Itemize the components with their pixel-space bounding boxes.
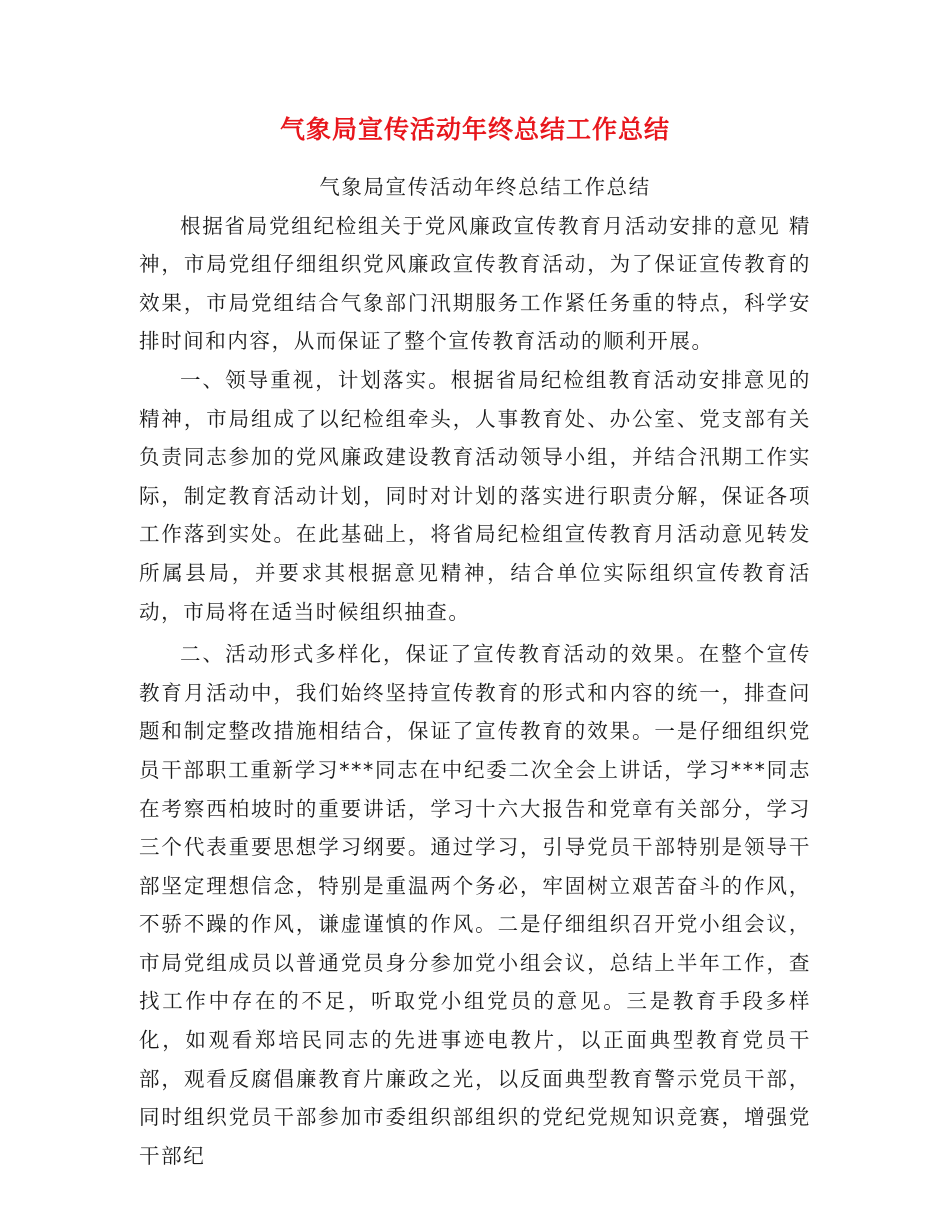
paragraph-intro: 根据省局党组纪检组关于党风廉政宣传教育月活动安排的意见 精神，市局党组仔细组织党风廉政宣传教育活动，为了保证宣传教育的效果，市局党组结合气象部门汛期服务工作紧任务重的特点，科学安排时间和内容，从而保证了整个宣传教育活动的顺利开展。 [139,213,811,354]
paragraph-section-one: 一、领导重视，计划落实。根据省局纪检组教育活动安排意见的精神，市局组成了以纪检组牵头，人事教育处、办公室、党支部有关负责同志参加的党风廉政建设教育活动领导小组，并结合汛期工作实际，制定教育活动计划，同时对计划的落实进行职责分解，保证各项工作落到实处。在此基础上，将省局纪检组宣传教育月活动意见转发所属县局，并要求其根据意见精神，结合单位实际组织宣传教育活动，市局将在适当时候组织抽查。 [139,367,811,624]
paragraph-section-two: 二、活动形式多样化，保证了宣传教育活动的效果。在整个宣传教育月活动中，我们始终坚持宣传教育的形式和内容的统一，排查问题和制定整改措施相结合，保证了宣传教育的效果。一是仔细组织党员干部职工重新学习***同志在中纪委二次全会上讲话，学习***同志在考察西柏坡时的重要讲话，学习十六大报告和党章有关部分，学习三个代表重要思想学习纲要。通过学习，引导党员干部特别是领导干部坚定理想信念，特别是重温两个务必，牢固树立艰苦奋斗的作风，不骄不躁的作风，谦虚谨慎的作风。二是仔细组织召开党小组会议，市局党组成员以普通党员身分参加党小组会议，总结上半年工作，查找工作中存在的不足，听取党小组党员的意见。三是教育手段多样化，如观看郑培民同志的先进事迹电教片，以正面典型教育党员干部，观看反腐倡廉教育片廉政之光，以反面典型教育警示党员干部，同时组织党员干部参加市委组织部组织的党纪党规知识竞赛，增强党干部纪 [139,642,811,1168]
document-subtitle: 气象局宣传活动年终总结工作总结 [319,175,651,199]
document-title: 气象局宣传活动年终总结工作总结 [279,115,670,144]
document-body [139,168,811,1175]
